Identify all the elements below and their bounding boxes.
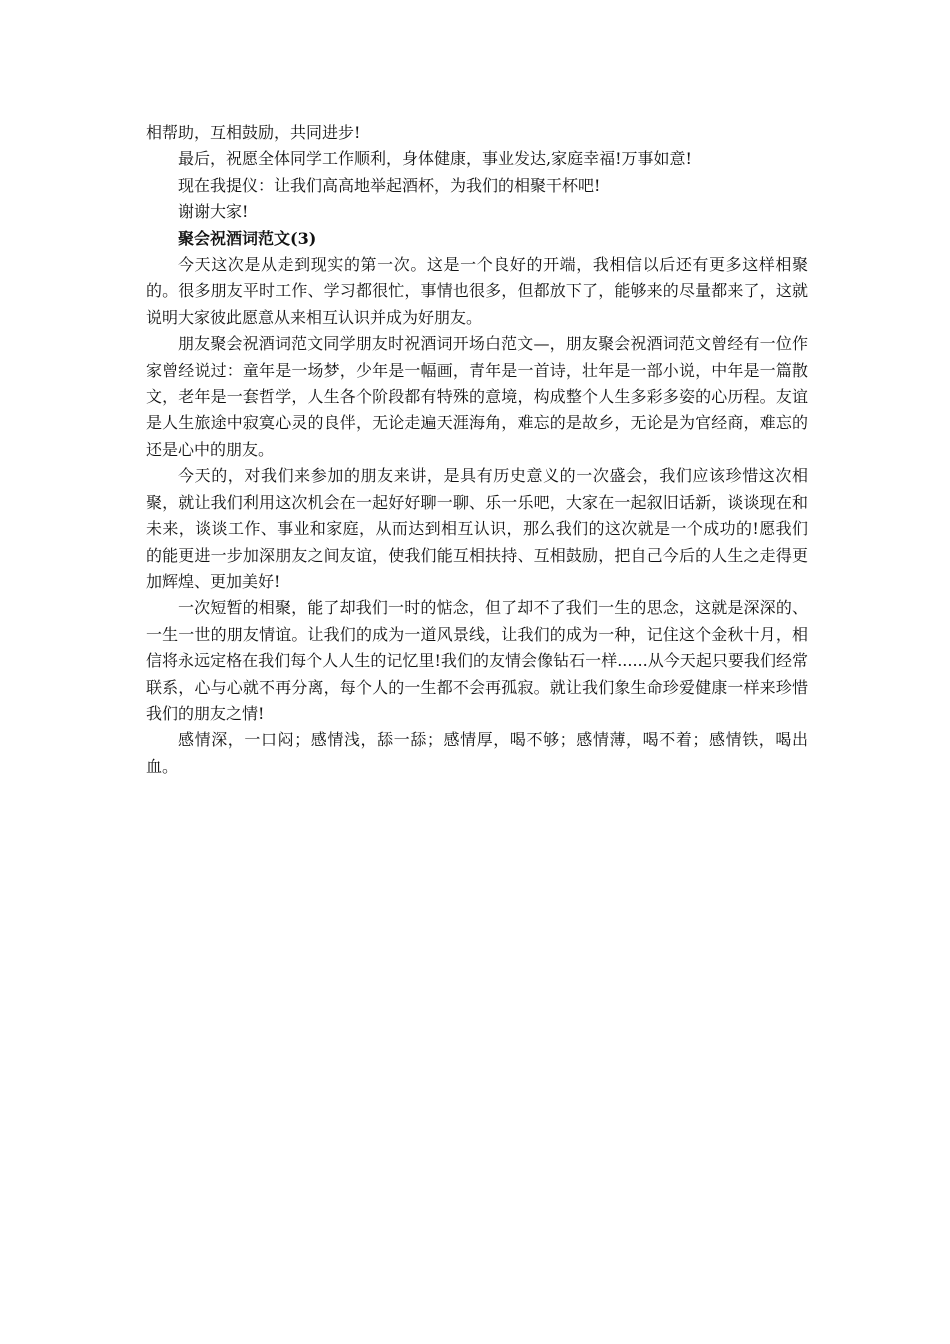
paragraph-toast-proposal: 现在我提仪：让我们高高地举起酒杯，为我们的相聚干杯吧! <box>178 175 601 195</box>
section-paragraph-5: 感情深，一口闷；感情浅，舔一舔；感情厚，喝不够；感情薄，喝不着；感情铁，喝出血。 <box>146 730 808 776</box>
section-paragraph-4: 一次短暂的相聚，能了却我们一时的惦念，但了却不了我们一生的思念，这就是深深的、一生一世的朋友情谊。让我们的成为一道风景线，让我们的成为一种，记住这个金秋十月，相信将永远定格在我们每个人人生的记忆里!我们的友情会像钻石一样......从今天起只要我们经常联系，心与心就不再分离，每个人的一生都不会再孤寂。就让我们象生命珍爱健康一样来珍惜我们的朋友之情! <box>146 598 808 723</box>
section-paragraph-3: 今天的，对我们来参加的朋友来讲，是具有历史意义的一次盛会，我们应该珍惜这次相聚，就让我们利用这次机会在一起好好聊一聊、乐一乐吧，大家在一起叙旧话新，谈谈现在和未来，谈谈工作、事业和家庭，从而达到相互认识，那么我们的这次就是一个成功的!愿我们的能更进一步加深朋友之间友谊，使我们能互相扶持、互相鼓励，把自己今后的人生之走得更加辉煌、更加美好! <box>146 466 808 591</box>
paragraph-closing-wishes: 最后，祝愿全体同学工作顺利，身体健康，事业发达,家庭幸福!万事如意! <box>178 149 692 169</box>
section-heading: 聚会祝酒词范文(3) <box>178 228 317 248</box>
document-body <box>146 120 808 780</box>
paragraph-continuation: 相帮助，互相鼓励，共同进步! <box>146 123 361 142</box>
section-paragraph-1: 今天这次是从走到现实的第一次。这是一个良好的开端，我相信以后还有更多这样相聚的。很多朋友平时工作、学习都很忙，事情也很多，但都放下了，能够来的尽量都来了，这就说明大家彼此愿意从来相互认识并成为好朋友。 <box>146 255 808 327</box>
paragraph-thanks: 谢谢大家! <box>178 202 249 222</box>
section-paragraph-2: 朋友聚会祝酒词范文同学朋友时祝酒词开场白范文—，朋友聚会祝酒词范文曾经有一位作家曾经说过：童年是一场梦，少年是一幅画，青年是一首诗，壮年是一部小说，中年是一篇散文，老年是一套哲学，人生各个阶段都有特殊的意境，构成整个人生多彩多姿的心历程。友谊是人生旅途中寂寞心灵的良伴，无论走遍天涯海角，难忘的是故乡，无论是为官经商，难忘的还是心中的朋友。 <box>146 334 808 459</box>
